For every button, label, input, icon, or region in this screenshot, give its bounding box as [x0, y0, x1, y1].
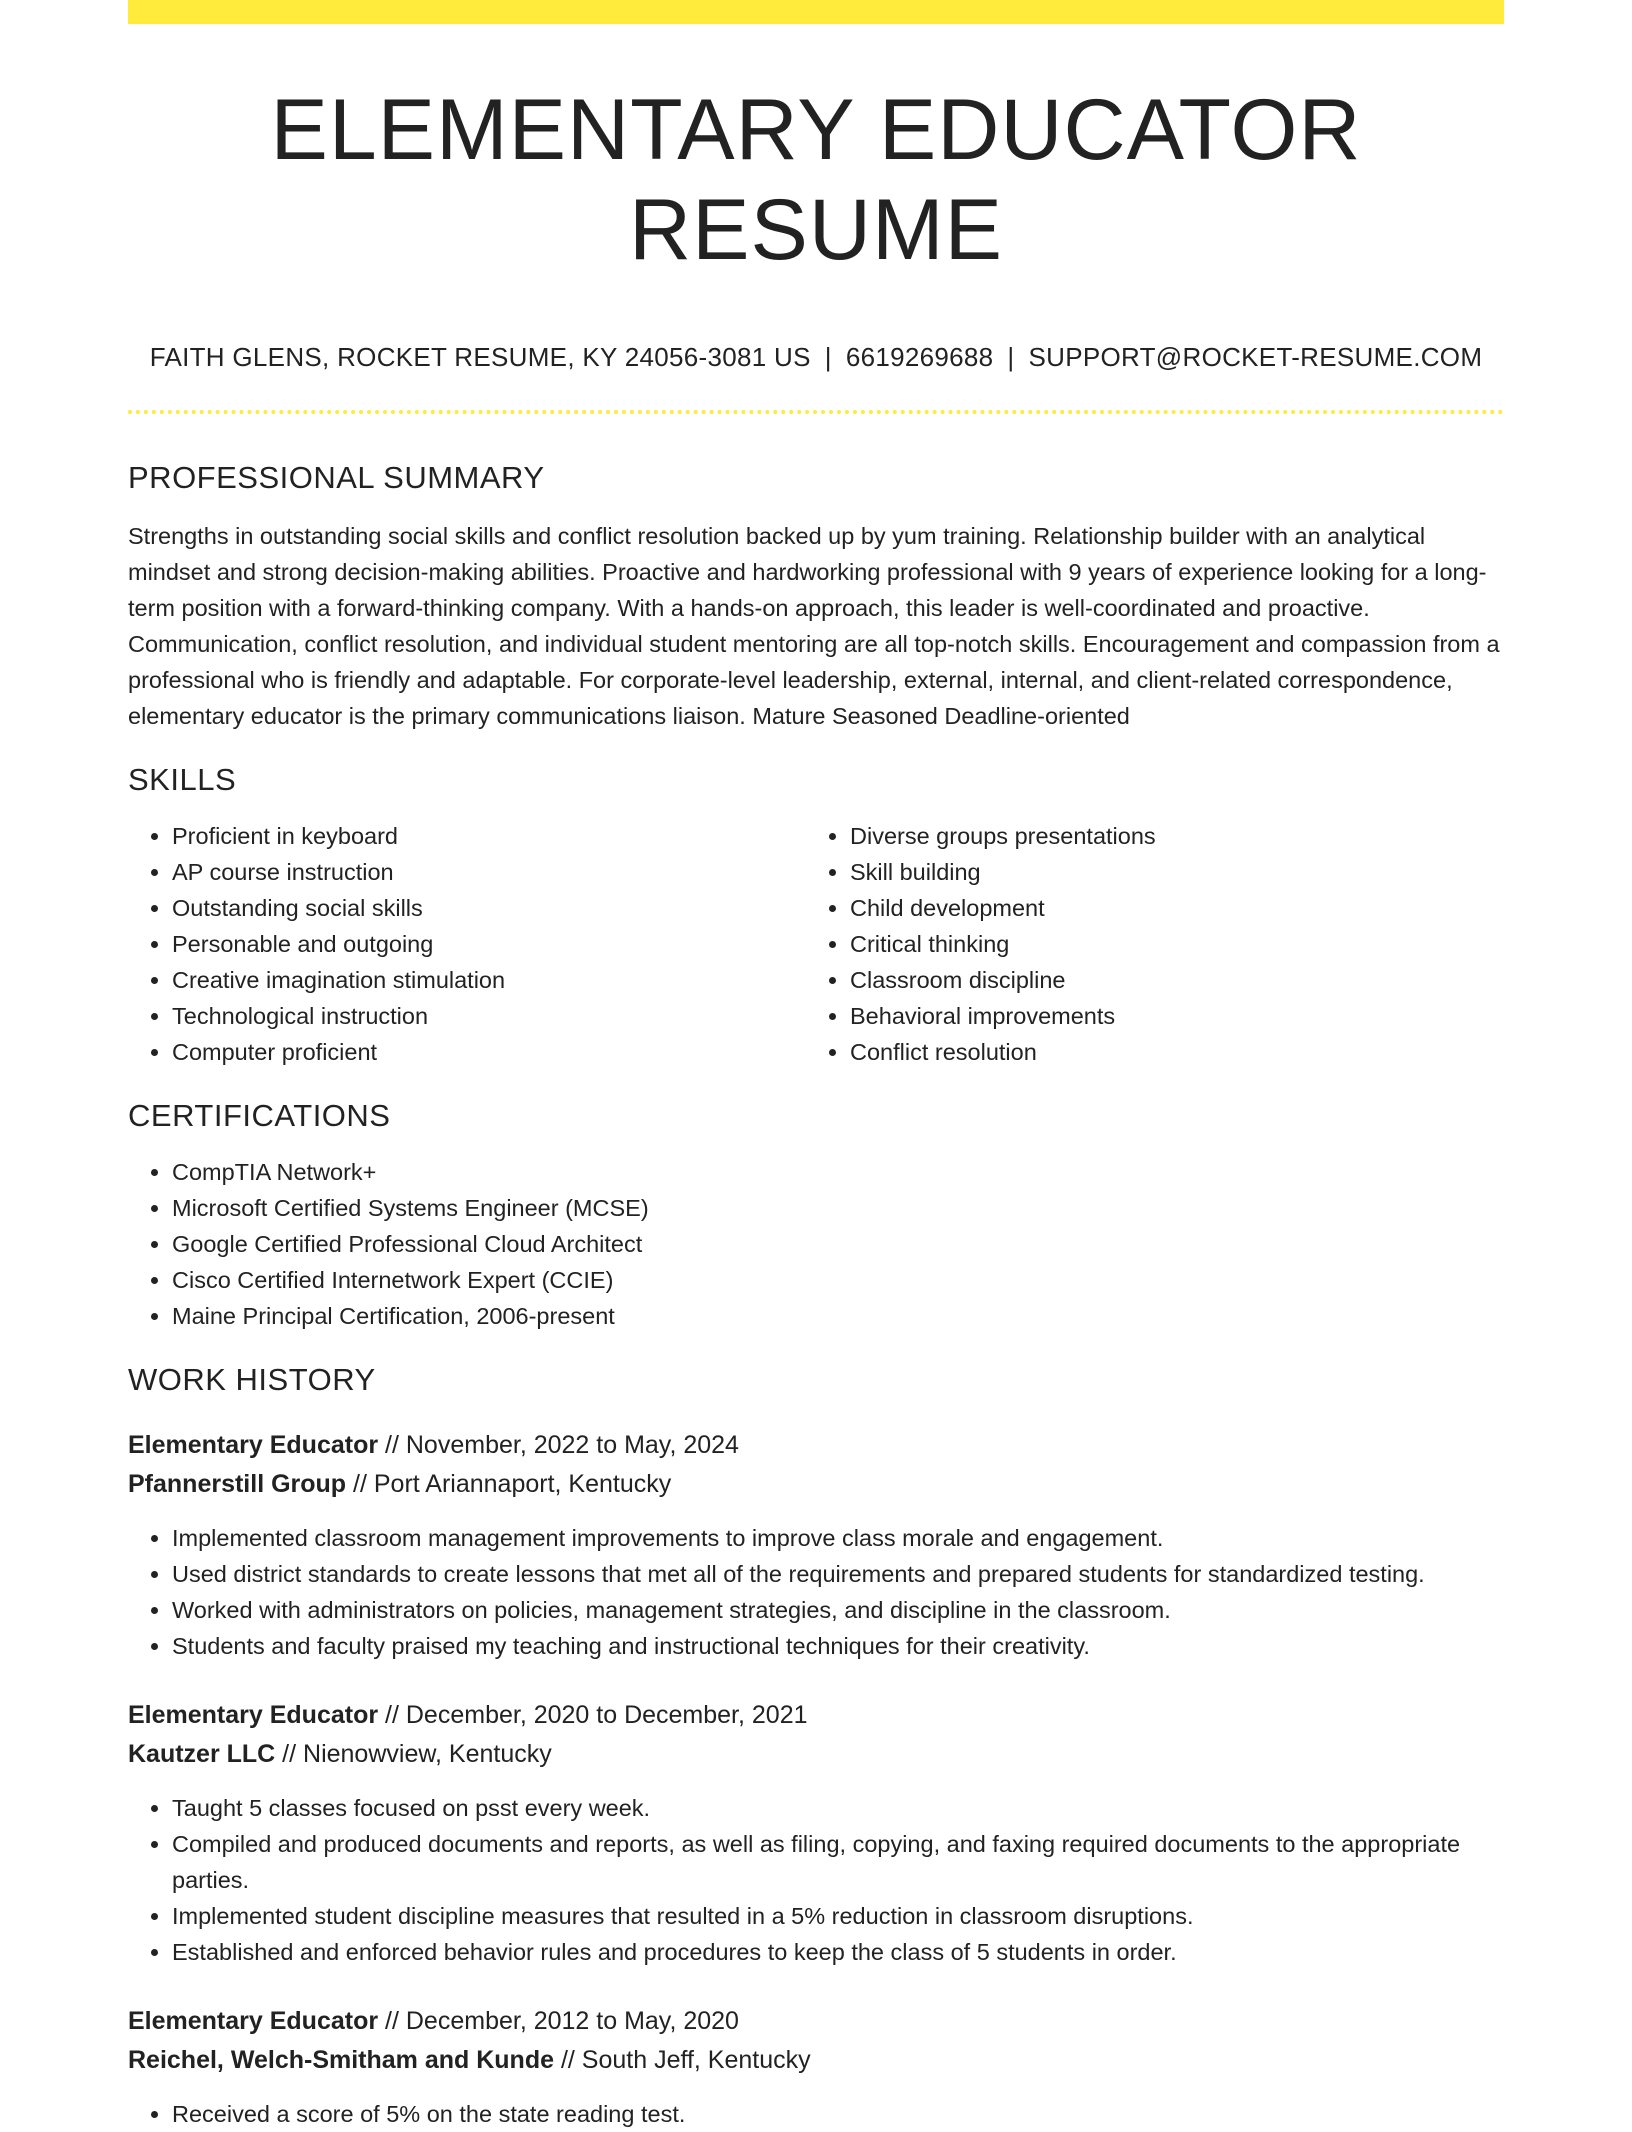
job-company: Kautzer LLC — [128, 1740, 276, 1768]
contact-separator: | — [824, 342, 832, 372]
skills-list-right — [806, 818, 1484, 1070]
certifications-list — [128, 1154, 1504, 1334]
job-title: Elementary Educator — [128, 2007, 379, 2035]
skills-list-left — [128, 818, 806, 1070]
skill-item: • Conflict resolution — [850, 1034, 1484, 1070]
skill-item: • Computer proficient — [172, 1034, 806, 1070]
job-entry — [128, 1696, 1504, 1970]
job-title-line — [128, 1696, 1504, 1735]
job-title-line — [128, 2002, 1504, 2041]
skill-item: • Diverse groups presentations — [850, 818, 1484, 854]
skill-item: • Child development — [850, 890, 1484, 926]
skill-item: • Personable and outgoing — [172, 926, 806, 962]
certifications-heading: CERTIFICATIONS — [128, 1098, 391, 1133]
job-header — [128, 2002, 1504, 2080]
certification-item: • Cisco Certified Internetwork Expert (CCIE) — [172, 1262, 1504, 1298]
job-bullet: • Received a score of 5% on the state reading test. — [172, 2096, 1504, 2132]
skill-item: • Behavioral improvements — [850, 998, 1484, 1034]
job-dates: // December, 2012 to May, 2020 — [378, 2007, 739, 2035]
resume-title: ELEMENTARY EDUCATOR RESUME — [270, 82, 1362, 278]
job-location: // Nienowview, Kentucky — [275, 1740, 552, 1768]
job-bullet: • Compiled and produced documents and reports, as well as filing, copying, and faxing required documents to the appropriate parties. — [172, 1826, 1504, 1898]
job-bullet: • Students and faculty praised my teaching and instructional techniques for their creativity. — [172, 1628, 1504, 1664]
job-title: Elementary Educator — [128, 1431, 379, 1459]
job-bullet: • Worked with administrators on policies, management strategies, and discipline in the classroom. — [172, 1592, 1504, 1628]
skill-item: • Creative imagination stimulation — [172, 962, 806, 998]
job-dates: // December, 2020 to December, 2021 — [378, 1701, 808, 1729]
skills-heading: SKILLS — [128, 762, 237, 797]
job-bullet: • Used district standards to create lessons that met all of the requirements and prepared students for standardized testing. — [172, 1556, 1504, 1592]
work-history-heading: WORK HISTORY — [128, 1362, 376, 1397]
job-title-line — [128, 1426, 1504, 1465]
job-bullets — [128, 1520, 1504, 1664]
certification-item: • CompTIA Network+ — [172, 1154, 1504, 1190]
job-dates: // November, 2022 to May, 2024 — [378, 1431, 739, 1459]
skill-item: • Skill building — [850, 854, 1484, 890]
skill-item: • Technological instruction — [172, 998, 806, 1034]
resume-content — [128, 0, 1504, 2132]
job-company: Reichel, Welch-Smitham and Kunde — [128, 2046, 555, 2074]
summary-text: Strengths in outstanding social skills and conflict resolution backed up by yum training. Relationship builder with an analytical mindset and strong decision-making abilities. Proactive and hardworking professional with 9 years of experience looking for a long-term position with a forward-thinking company. With a hands-on approach, this leader is well-coordinated and proactive. Communication, conflict resolution, and individual student mentoring are all top-notch skills. Encouragement and compassion from a professional who is friendly and adaptable. For corporate-level leadership, external, internal, and client-related correspondence, elementary educator is the primary communications liaison. Mature Seasoned Deadline-oriented — [128, 523, 1500, 729]
skill-item: • AP course instruction — [172, 854, 806, 890]
job-header — [128, 1426, 1504, 1504]
skill-item: • Outstanding social skills — [172, 890, 806, 926]
certification-item: • Microsoft Certified Systems Engineer (MCSE) — [172, 1190, 1504, 1226]
certification-item: • Maine Principal Certification, 2006-present — [172, 1298, 1504, 1334]
job-company: Pfannerstill Group — [128, 1470, 347, 1498]
job-bullets — [128, 2096, 1504, 2132]
summary-heading: PROFESSIONAL SUMMARY — [128, 460, 545, 495]
skill-item: • Critical thinking — [850, 926, 1484, 962]
job-header — [128, 1696, 1504, 1774]
job-entry — [128, 2002, 1504, 2132]
job-bullet: • Taught 5 classes focused on psst every week. — [172, 1790, 1504, 1826]
job-company-line — [128, 1465, 1504, 1504]
job-location: // South Jeff, Kentucky — [554, 2046, 811, 2074]
contact-email: SUPPORT@ROCKET-RESUME.COM — [1028, 342, 1483, 372]
job-company-line — [128, 2041, 1504, 2080]
skill-item: • Proficient in keyboard — [172, 818, 806, 854]
job-company-line — [128, 1735, 1504, 1774]
dotted-divider — [128, 410, 1504, 414]
job-title: Elementary Educator — [128, 1701, 379, 1729]
skills-grid — [128, 800, 1504, 1070]
contact-phone: 6619269688 — [845, 342, 994, 372]
contact-separator: | — [1007, 342, 1015, 372]
certification-item: • Google Certified Professional Cloud Architect — [172, 1226, 1504, 1262]
job-entry — [128, 1426, 1504, 1664]
job-location: // Port Ariannaport, Kentucky — [346, 1470, 672, 1498]
job-bullets — [128, 1790, 1504, 1970]
job-bullet: • Implemented classroom management improvements to improve class morale and engagement. — [172, 1520, 1504, 1556]
job-bullet: • Implemented student discipline measures that resulted in a 5% reduction in classroom disruptions. — [172, 1898, 1504, 1934]
contact-line — [128, 340, 1504, 374]
contact-address: FAITH GLENS, ROCKET RESUME, KY 24056-3081 US — [149, 342, 811, 372]
job-bullet: • Established and enforced behavior rules and procedures to keep the class of 5 students in order. — [172, 1934, 1504, 1970]
skills-column-right — [806, 800, 1484, 1070]
skills-column-left — [128, 800, 806, 1070]
skill-item: • Classroom discipline — [850, 962, 1484, 998]
